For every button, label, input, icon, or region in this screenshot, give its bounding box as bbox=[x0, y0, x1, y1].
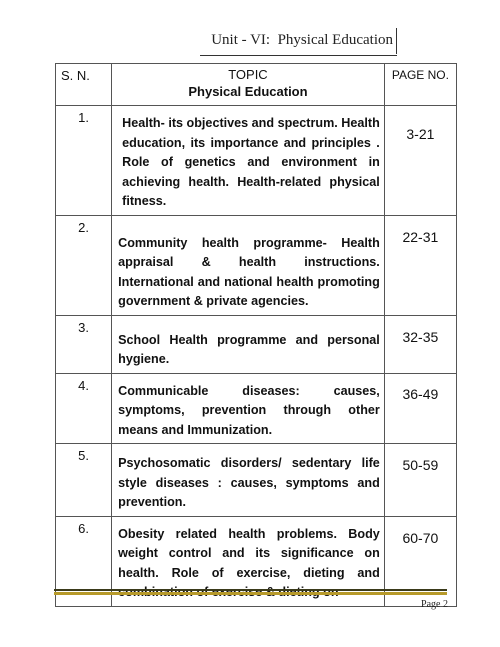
row-page: 36-49 bbox=[384, 373, 456, 444]
page-header bbox=[0, 28, 500, 54]
table-header-row bbox=[56, 64, 457, 106]
row-sn: 3. bbox=[56, 315, 112, 373]
header-unit: Unit - VI: bbox=[211, 32, 271, 48]
column-header-topic-label: TOPIC bbox=[228, 67, 268, 82]
row-page: 22-31 bbox=[384, 215, 456, 315]
row-topic: Obesity related health problems. Body weight control and its significance on health. Role of exercise, dieting and bbox=[112, 516, 385, 606]
column-header-topic bbox=[112, 64, 385, 106]
header-vertical-rule bbox=[396, 28, 397, 54]
header-title bbox=[211, 32, 393, 49]
row-topic: Psychosomatic disorders/ sedentary life style diseases : causes, symptoms and prevention. bbox=[112, 444, 385, 517]
footer-page-number: Page 2 bbox=[421, 599, 448, 610]
row-sn: 1. bbox=[56, 106, 112, 216]
table-row bbox=[56, 444, 457, 517]
row-page: 32-35 bbox=[384, 315, 456, 373]
row-topic: Communicable diseases: causes, symptoms, prevention through other means and Immunization. bbox=[112, 373, 385, 444]
row-sn: 4. bbox=[56, 373, 112, 444]
row-page: 60-70 bbox=[384, 516, 456, 606]
footer-rule bbox=[54, 589, 447, 591]
table-row bbox=[56, 373, 457, 444]
row-page: 50-59 bbox=[384, 444, 456, 517]
contents-table bbox=[55, 63, 457, 607]
footer-rule-accent bbox=[54, 592, 447, 595]
row-sn: 5. bbox=[56, 444, 112, 517]
table-row bbox=[56, 215, 457, 315]
header-subject: Physical Education bbox=[277, 32, 393, 48]
row-page: 3-21 bbox=[384, 106, 456, 216]
row-topic: School Health programme and personal hygiene. bbox=[112, 315, 385, 373]
column-header-page: PAGE NO. bbox=[384, 64, 456, 106]
row-topic: Community health programme- Health appraisal & health instructions. International and national health promoting government & private agencies. bbox=[112, 215, 385, 315]
table-row bbox=[56, 106, 457, 216]
row-topic: Health- its objectives and spectrum. Health education, its importance and principles . Role of genetics and environment in achieving health. Health-related physical fitness. bbox=[112, 106, 385, 216]
table-row bbox=[56, 315, 457, 373]
column-header-topic-subject: Physical Education bbox=[188, 84, 308, 99]
header-horizontal-rule bbox=[200, 55, 397, 56]
row-sn: 2. bbox=[56, 215, 112, 315]
row-sn: 6. bbox=[56, 516, 112, 606]
column-header-sn: S. N. bbox=[56, 64, 112, 106]
